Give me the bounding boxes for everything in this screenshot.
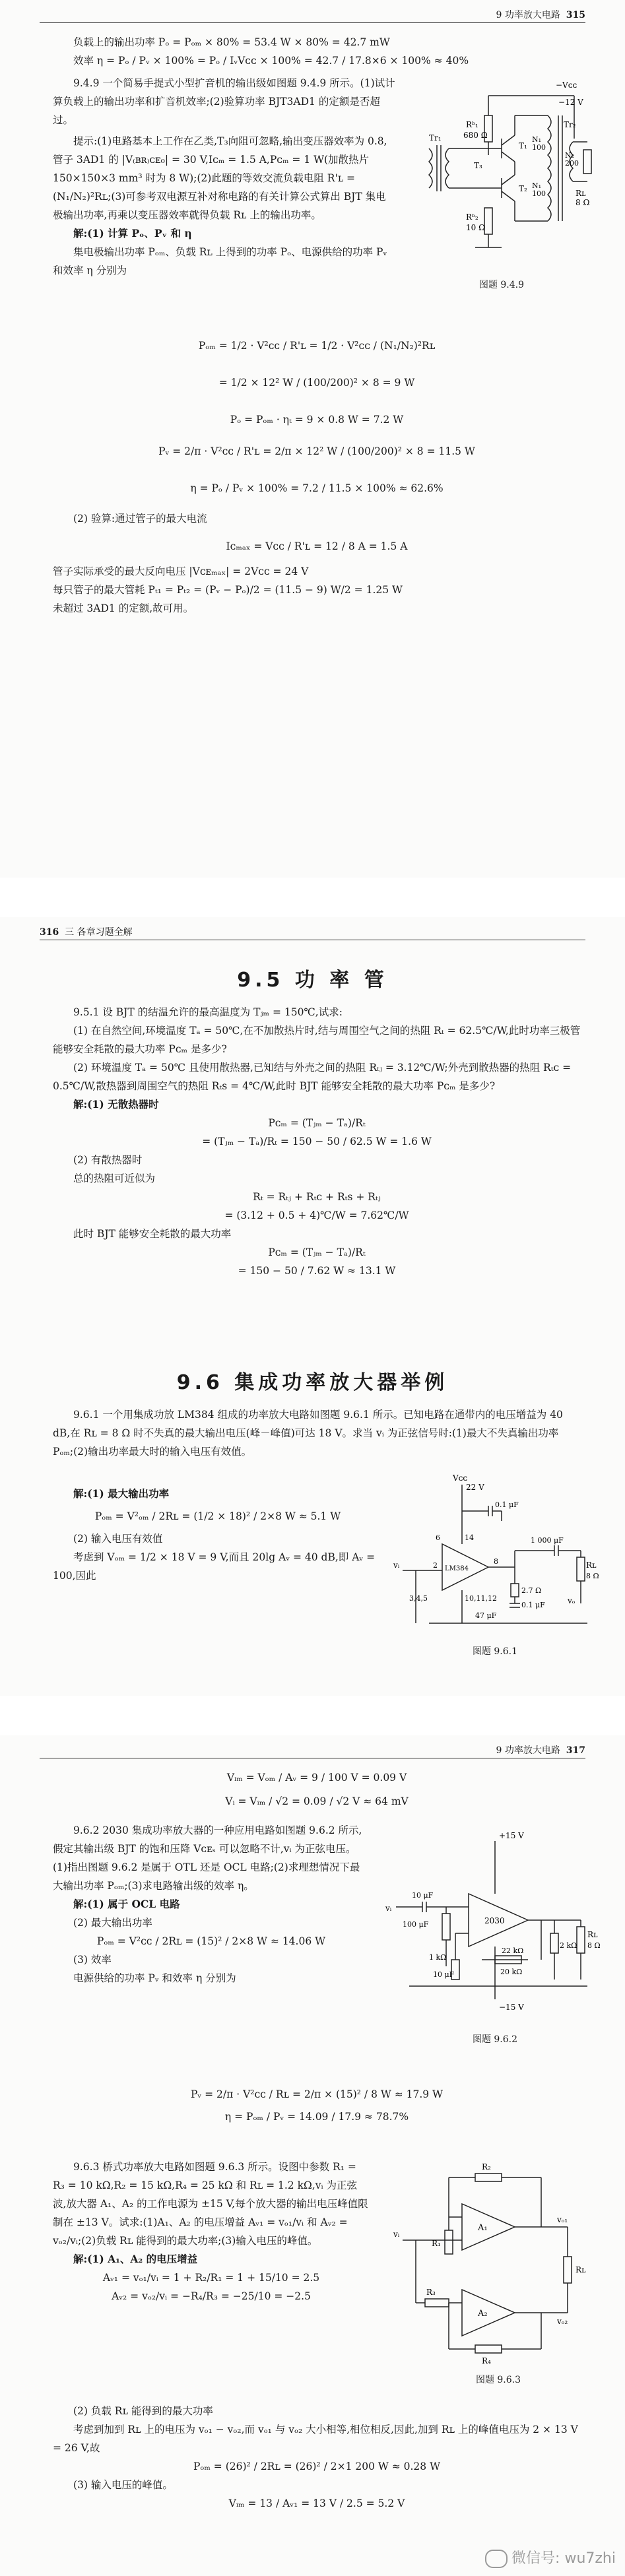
- text-line: (3) 输入电压的峰值。: [73, 2479, 173, 2491]
- text-line: 考虑到加到 Rʟ 上的电压为 vₒ₁ − vₒ₂,而 vₒ₁ 与 vₒ₂ 大小相等,相位相反,因此,加到 Rʟ 上的峰值电压为 2 × 13 V = 26 V,故: [53, 2424, 578, 2454]
- problem-9-6-3-cont: [53, 2402, 581, 2513]
- header-right: 9 功率放大电路 317: [496, 1745, 585, 1756]
- equation: Vᵢₘ = 13 / Aᵥ₁ = 13 V / 2.5 = 5.2 V: [228, 2497, 405, 2509]
- page-header: [40, 5, 585, 23]
- text-line: (2) 环境温度 Tₐ = 50℃ 且使用散热器,已知结与外壳之间的热阻 Rₜⱼ = 3.12℃/W;外壳到散热器的热阻 Rₜᴄ = 0.5℃/W,散热器到周围空气的热阻 Rₜs = 4℃/W,此时 BJT 能够安全耗散的最大功率 Pᴄₘ 是多少?: [53, 1062, 572, 1092]
- equation: = (Tⱼₘ − Tₐ)/Rₜ = 150 − 50 / 62.5 W = 1.6 W: [202, 1136, 432, 1147]
- equation: η = Pₒₘ / Pᵥ = 14.09 / 17.9 ≈ 78.7%: [224, 2111, 409, 2123]
- fig-label: 8 Ω: [587, 1941, 601, 1950]
- equation: Vᵢ = Vᵢₘ / √2 = 0.09 / √2 V ≈ 64 mV: [225, 1795, 409, 1807]
- problem-9-4-9: [53, 74, 396, 280]
- header-right: 9 功率放大电路 315: [496, 10, 585, 20]
- page-gap: [0, 878, 625, 917]
- equation: = 150 − 50 / 7.62 W ≈ 13.1 W: [238, 1265, 396, 1277]
- equation: η = Pₒ / Pᵥ × 100% = 7.2 / 11.5 × 100% ≈ 62.6%: [190, 482, 444, 494]
- text-line: (2) 输入电压有效值: [73, 1533, 163, 1545]
- fig-label: R₄: [482, 2356, 491, 2366]
- fig-label: R₃: [426, 2288, 436, 2297]
- fig-label: 14: [465, 1533, 474, 1542]
- problem-statement: 9.6.3 桥式功率放大电路如图题 9.6.3 所示。设图中参数 R₁ = R₃ = 10 kΩ,R₂ = 15 kΩ,R₄ = 25 kΩ 和 Rʟ = 1.2 kΩ,vᵢ 为正弦波,放大器 A₁、A₂ 的工作电源为 ±15 V,每个放大器的输出电压峰值限制在 ±13 V。试求:(1)A₁、A₂ 的电压增益 Aᵥ₁ = vₒ₁/vᵢ 和 Aᵥ₂ = vₒ₂/vᵢ;(2)负载 Rʟ 能得到的最大功率;(3)输入电压的峰值。: [53, 2161, 368, 2247]
- fig-label: Rʟ: [587, 1930, 598, 1939]
- equation: Pₒₘ = V²ₒₘ / 2Rʟ = (1/2 × 18)² / 2×8 W ≈ 5.1 W: [94, 1510, 341, 1522]
- fig-label: 22 V: [466, 1483, 484, 1492]
- equation: Pₒₘ = (26)² / 2Rʟ = (26)² / 2×1 200 W ≈ 0.28 W: [193, 2461, 441, 2472]
- text-line: (2) 验算:通过管子的最大电流: [73, 513, 207, 525]
- circuit-figure-9-4-9: [403, 76, 601, 294]
- page-header: [40, 922, 585, 940]
- header-left: 316 三 各章习题全解: [40, 927, 133, 938]
- fig-label: 100: [532, 143, 546, 152]
- problem-9-6-2-eqs: [53, 2085, 581, 2126]
- equation: Pₒₘ = V²ᴄᴄ / 2Rʟ = (15)² / 2×8 W ≈ 14.06 W: [96, 1935, 326, 1947]
- problem-statement: 9.5.1 设 BJT 的结温允许的最高温度为 Tⱼₘ = 150℃,试求:: [73, 1006, 343, 1018]
- equation: Iᴄₘₐₓ = Vᴄᴄ / R'ʟ = 12 / 8 A = 1.5 A: [226, 540, 408, 552]
- equation: Pᵥ = 2/π · V²ᴄᴄ / R'ʟ = 2/π × 12² W / (100/200)² × 8 = 11.5 W: [158, 445, 475, 457]
- equation: = (3.12 + 0.5 + 4)℃/W = 7.62℃/W: [224, 1209, 409, 1221]
- fig-label: T₃: [474, 161, 482, 170]
- fig-label: 1 000 μF: [531, 1536, 564, 1545]
- equation: Rₜ = Rₜⱼ + Rₜᴄ + Rₜs + Rₜⱼ: [253, 1191, 381, 1203]
- equation: Aᵥ₁ = vₒ₁/vᵢ = 1 + R₂/R₁ = 1 + 15/10 = 2.5: [102, 2272, 320, 2284]
- text-line: (1) 在自然空间,环境温度 Tₐ = 50℃,在不加散热片时,结与周围空气之间的热阻 Rₜ = 62.5℃/W,此时功率三极管能够安全耗散的最大功率 Pᴄₘ 是多少?: [53, 1025, 581, 1055]
- text-line: 效率 η = Pₒ / Pᵥ × 100% = Pₒ / IᵥVᴄᴄ × 100% = 42.7 / 17.8×6 × 100% ≈ 40%: [73, 55, 469, 67]
- fig-label: 2: [433, 1561, 438, 1570]
- fig-label: 8 Ω: [576, 198, 590, 207]
- text-line: (3) 效率: [73, 1954, 112, 1966]
- problem-9-6-1-solution: [53, 1485, 383, 1585]
- fig-label: Rᵇ₁: [466, 120, 478, 129]
- text-line: 未超过 3AD1 的定额,故可用。: [53, 602, 194, 614]
- fig-label: Rʟ: [576, 189, 586, 198]
- problem-9-5-1: [53, 1003, 581, 1280]
- fig-label: N₁: [532, 135, 542, 144]
- fig-label: vₒ₁: [557, 2215, 568, 2224]
- watermark: 微信号: wu7zhi: [485, 2547, 616, 2568]
- text-line: (2) 负载 Rʟ 能得到的最大功率: [73, 2405, 213, 2417]
- fig-label: N₂: [565, 151, 575, 160]
- fig-label: 100: [532, 189, 546, 198]
- problem-9-6-3: [53, 2158, 370, 2305]
- fig-label: 8 Ω: [586, 1572, 599, 1580]
- fig-label: 10 Ω: [466, 223, 486, 232]
- fig-label: 1 kΩ: [429, 1953, 447, 1962]
- circuit-figure-9-6-3: [389, 2158, 607, 2395]
- circuit-figure-9-6-2: [383, 1828, 607, 2065]
- fig-label: vₒ₂: [557, 2317, 568, 2326]
- page-gap: [0, 1696, 625, 1735]
- circuit-diagram: [389, 2158, 607, 2369]
- fig-label: Rʟ: [586, 1561, 597, 1570]
- figure-caption: 图题 9.4.9: [478, 280, 525, 290]
- fig-label: 2030: [484, 1916, 505, 1925]
- fig-label: 0.1 μF: [521, 1601, 545, 1609]
- equation: Pₒ = Pₒₘ · ηₜ = 9 × 0.8 W = 7.2 W: [230, 414, 404, 426]
- solution-heading: 解:(1) A₁、A₂ 的电压增益: [73, 2253, 198, 2265]
- circuit-diagram: [403, 76, 601, 274]
- equation: Pᴄₘ = (Tⱼₘ − Tₐ)/Rₜ: [268, 1246, 366, 1258]
- fig-label: 8: [494, 1557, 498, 1566]
- fig-label: vᵢ: [385, 1904, 392, 1913]
- solution-heading: 解:(1) 属于 OCL 电路: [73, 1898, 180, 1910]
- fig-label: 680 Ω: [463, 131, 488, 140]
- text-line: 电源供给的功率 Pᵥ 和效率 η 分别为: [73, 1972, 236, 1984]
- section-title-9-5: 9.5 功 率 管: [237, 969, 388, 992]
- circuit-diagram: [389, 1471, 601, 1636]
- fig-label: 10,11,12: [465, 1594, 497, 1603]
- equations-top: [53, 1768, 581, 1811]
- page-header: [40, 1741, 585, 1758]
- hint-text: 提示:(1)电路基本上工作在乙类,T₃向阻可忽略,输出变压器效率为 0.8,管子 3AD1 的 |V₍ʙʀ₎ᴄᴇ₀| = 30 V,Iᴄₘ = 1.5 A,Pᴄₘ = 1 W(加散热片 150×150×3 mm³ 时为 8 W);(2)此题的等效交流负载电阻 R'ʟ = (N₁/N₂)²Rʟ;(3)可参考双电源互补对称电路的有关计算公式算出 BJT 集电极输出功率,再乘以变压器效率就得负载 Rʟ 上的输出功率。: [53, 135, 387, 221]
- page-316: [0, 917, 625, 1696]
- fig-label: R₂: [482, 2162, 491, 2172]
- equation: Pₒₘ = 1/2 · V²ᴄᴄ / R'ʟ = 1/2 · V²ᴄᴄ / (N₁/N₂)²Rʟ: [198, 340, 436, 352]
- problem-9-6-2: [53, 1821, 370, 1987]
- equation: Aᵥ₂ = vₒ₂/vᵢ = −R₄/R₃ = −25/10 = −2.5: [112, 2290, 311, 2302]
- text-line: (2) 有散热器时: [73, 1154, 143, 1166]
- fig-label: T₂: [519, 184, 527, 193]
- figure-caption: 图题 9.6.1: [472, 1646, 518, 1657]
- fig-label: 22 kΩ: [502, 1947, 524, 1955]
- fig-label: 10 μF: [412, 1891, 434, 1900]
- fig-label: 100 μF: [403, 1920, 429, 1929]
- solution-heading: 解:(1) 无散热器时: [73, 1098, 159, 1111]
- fig-label: LM384: [445, 1565, 469, 1572]
- text-line: 集电极输出功率 Pₒₘ、负载 Rʟ 上得到的功率 Pₒ、电源供给的功率 Pᵥ 和效率 η 分别为: [53, 246, 387, 276]
- fig-label: N₁: [532, 181, 542, 190]
- text-line: 总的热阻可近似为: [73, 1173, 156, 1184]
- solution-heading: 解:(1) 计算 Pₒ、Pᵥ 和 η: [73, 227, 192, 240]
- fig-label: R₁: [432, 2239, 441, 2248]
- fig-label: T₁: [519, 141, 527, 150]
- fig-label: Rᵇ₂: [466, 212, 478, 222]
- wechat-icon: [485, 2550, 508, 2568]
- problem-statement: 9.4.9 一个简易手提式小型扩音机的输出级如图题 9.4.9 所示。(1)试计算负载上的输出功率和扩音机效率;(2)验算功率 BJT3AD1 的定额是否超过。: [53, 77, 395, 126]
- fig-label: Tr₂: [564, 120, 576, 129]
- text-line: 负载上的输出功率 Pₒ = Pₒₘ × 80% = 53.4 W × 80% = 42.7 mW: [73, 36, 390, 48]
- text-line: 管子实际承受的最大反向电压 |Vᴄᴇₘₐₓ| = 2Vᴄᴄ = 24 V: [53, 565, 309, 577]
- fig-label: Rʟ: [576, 2265, 586, 2274]
- fig-label: vₒ: [568, 1596, 576, 1605]
- fig-label: 3,4,5: [409, 1594, 428, 1603]
- problem-statement: 9.6.1 一个用集成功放 LM384 组成的功率放大电路如图题 9.6.1 所示。已知电路在通带内的电压增益为 40 dB,在 Rʟ = 8 Ω 时不失真的最大输出电压(峰－峰值)可达 18 V。求当 vᵢ 为正弦信号时:(1)最大不失真输出功率 Pₒₘ;(2)输出功率最大时的输入电压有效值。: [53, 1409, 563, 1458]
- circuit-figure-9-6-1: [389, 1471, 601, 1669]
- fig-label: 20 kΩ: [500, 1968, 523, 1976]
- fig-label: A₂: [478, 2309, 488, 2319]
- text-line: 此时 BJT 能够安全耗散的最大功率: [73, 1228, 232, 1240]
- figure-caption: 图题 9.6.2: [472, 2034, 518, 2045]
- page-315: [0, 0, 625, 878]
- fig-label: −12 V: [558, 98, 583, 107]
- equation: = 1/2 × 12² W / (100/200)² × 8 = 9 W: [218, 377, 415, 389]
- fig-label: 2.7 Ω: [521, 1586, 542, 1595]
- fig-label: 6: [436, 1533, 440, 1542]
- solution-equations: [53, 330, 581, 618]
- fig-label: vᵢ: [393, 1561, 400, 1570]
- equation: Pᴄₘ = (Tⱼₘ − Tₐ)/Rₜ: [268, 1117, 366, 1129]
- fig-label: −Vᴄᴄ: [556, 80, 577, 90]
- section-title-9-6: 9.6 集成功率放大器举例: [176, 1371, 449, 1394]
- fig-label: 0.1 μF: [495, 1500, 519, 1509]
- equation: Vᵢₘ = Vₒₘ / Aᵥ = 9 / 100 V = 0.09 V: [226, 1772, 407, 1784]
- fig-label: Tr₁: [429, 133, 442, 143]
- fig-label: vᵢ: [393, 2230, 400, 2239]
- fig-label: 10 μF: [433, 1970, 455, 1979]
- problem-statement: 9.6.2 2030 集成功率放大器的一种应用电路如图题 9.6.2 所示,假定其输出级 BJT 的饱和压降 Vᴄᴇₛ 可以忽略不计,vᵢ 为正弦电压。(1)指出图题 9.6.2 是属于 OTL 还是 OCL 电路;(2)求理想情况下最大输出功率 Pₒₘ;(3)求电路输出级的效率 η。: [53, 1824, 362, 1892]
- fig-label: Vᴄᴄ: [453, 1473, 468, 1483]
- problem-9-6-1-intro: [53, 1405, 581, 1461]
- fig-label: 2 kΩ: [560, 1941, 577, 1950]
- text-line: 考虑到 Vₒₘ = 1/2 × 18 V = 9 V,而且 20lg Aᵥ = 40 dB,即 Aᵥ = 100,因此: [53, 1551, 376, 1582]
- page-317: [0, 1735, 625, 2576]
- figure-caption: 图题 9.6.3: [475, 2375, 521, 2385]
- fig-label: 47 μF: [475, 1611, 497, 1620]
- fig-label: −15 V: [499, 2003, 524, 2012]
- fig-label: 200: [565, 159, 579, 168]
- fig-label: A₁: [478, 2223, 488, 2233]
- fig-label: +15 V: [499, 1831, 524, 1840]
- body-text: [53, 33, 581, 70]
- equation: Pᵥ = 2/π · V²ᴄᴄ / Rʟ = 2/π × (15)² / 8 W ≈ 17.9 W: [190, 2088, 444, 2100]
- solution-heading: 解:(1) 最大输出功率: [73, 1487, 170, 1500]
- text-line: (2) 最大输出功率: [73, 1917, 152, 1929]
- text-line: 每只管子的最大管耗 Pₜ₁ = Pₜ₂ = (Pᵥ − Pₒ)/2 = (11.5 − 9) W/2 = 1.25 W: [53, 584, 403, 596]
- circuit-diagram: [383, 1828, 607, 2026]
